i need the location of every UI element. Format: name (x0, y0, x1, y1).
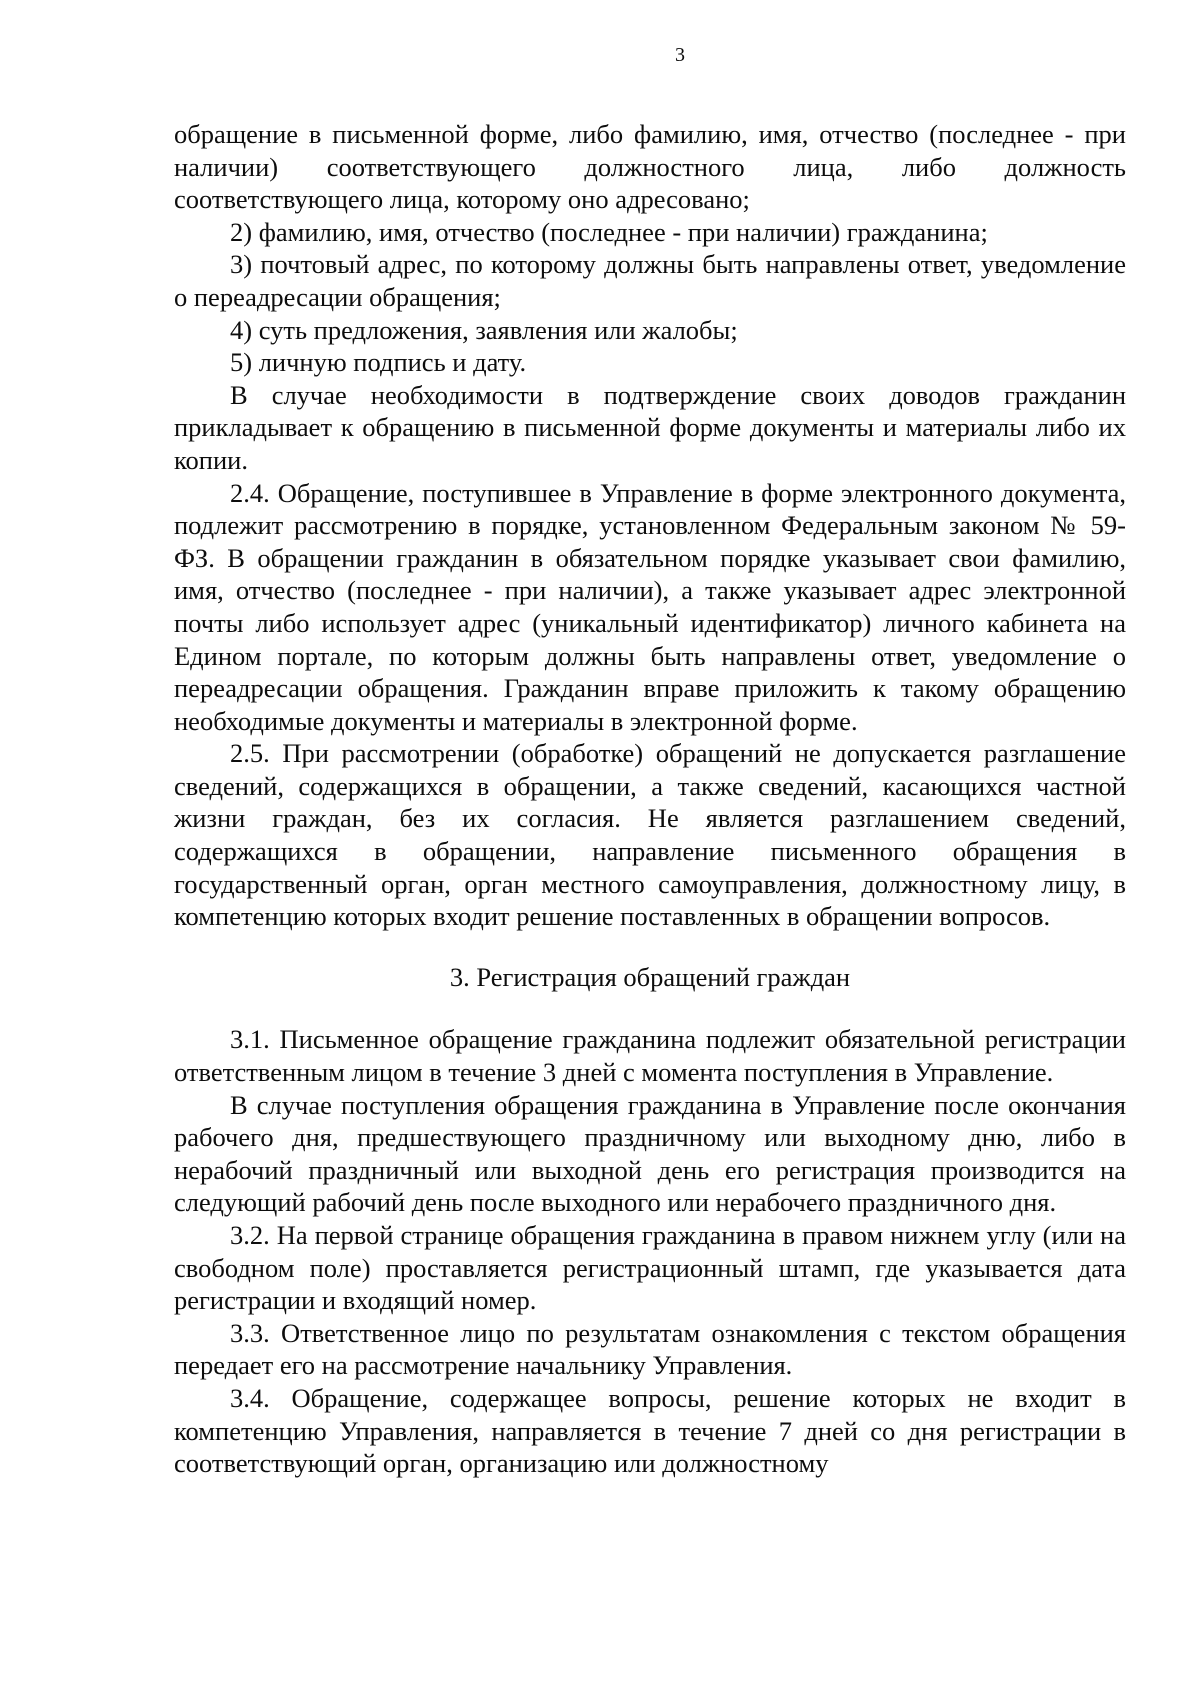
list-item-4: 4) суть предложения, заявления или жалобы; (230, 314, 738, 345)
paragraph-2-5: 2.5. При рассмотрении (обработке) обращений не допускается разглашение сведений, содержащихся в обращении, а также сведений, касающихся частной жизни граждан, без их согласия. Не является разглашением сведений, содержащихся в обращении, направление письменного обращения в государственный орган, орган местного самоуправления, должностному лицу, в компетенцию которых входит решение поставленных в обращении вопросов. (174, 738, 1126, 932)
document-body (174, 118, 1126, 1480)
list-item-3: 3) почтовый адрес, по которому должны быть направлены ответ, уведомление о переадресации обращения; (174, 249, 1126, 312)
paragraph-3-1: 3.1. Письменное обращение гражданина подлежит обязательной регистрации ответственным лицом в течение 3 дней с момента поступления в Управление. (174, 1024, 1126, 1088)
paragraph-continuation: обращение в письменной форме, либо фамилию, имя, отчество (последнее - при наличии) соответствующего должностного лица, либо должность соответствующего лица, которому оно адресовано; (174, 119, 1126, 215)
paragraph-2-4: 2.4. Обращение, поступившее в Управление в форме электронного документа, подлежит рассмотрению в порядке, установленном Федеральным законом № 59-ФЗ. В обращении гражданин в обязательном порядке указывает свои фамилию, имя, отчество (последнее - при наличии), а также указывает адрес электронной почты либо использует адрес (уникальный идентификатор) личного кабинета на Едином портале, по которым должны быть направлены ответ, уведомление о переадресации обращения. Гражданин вправе приложить к такому обращению необходимые документы и материалы в электронной форме. (174, 477, 1126, 736)
page-number: 3 (675, 44, 685, 66)
paragraph-3-4: 3.4. Обращение, содержащее вопросы, решение которых не входит в компетенцию Управления, направляется в течение 7 дней со дня регистрации в соответствующий орган, организацию или должностному (174, 1382, 1126, 1479)
list-item-5: 5) личную подпись и дату. (230, 347, 527, 378)
paragraph-3-2: 3.2. На первой странице обращения гражданина в правом нижнем углу (или на свободном поле) проставляется регистрационный штамп, где указывается дата регистрации и входящий номер. (174, 1220, 1126, 1316)
paragraph-attachments: В случае необходимости в подтверждение своих доводов гражданин прикладывает к обращению в письменной форме документы и материалы либо их копии. (174, 379, 1126, 475)
paragraph-holiday-registration: В случае поступления обращения гражданина в Управление после окончания рабочего дня, предшествующего праздничному или выходному дню, либо в нерабочий праздничный или выходной день его регистрация производится на следующий рабочий день после выходного или нерабочего праздничного дня. (174, 1089, 1126, 1218)
list-item-2: 2) фамилию, имя, отчество (последнее - при наличии) гражданина; (230, 216, 988, 247)
paragraph-3-3: 3.3. Ответственное лицо по результатам ознакомления с текстом обращения передает его на рассмотрение начальнику Управления. (174, 1317, 1126, 1381)
section-heading: 3. Регистрация обращений граждан (449, 961, 851, 992)
